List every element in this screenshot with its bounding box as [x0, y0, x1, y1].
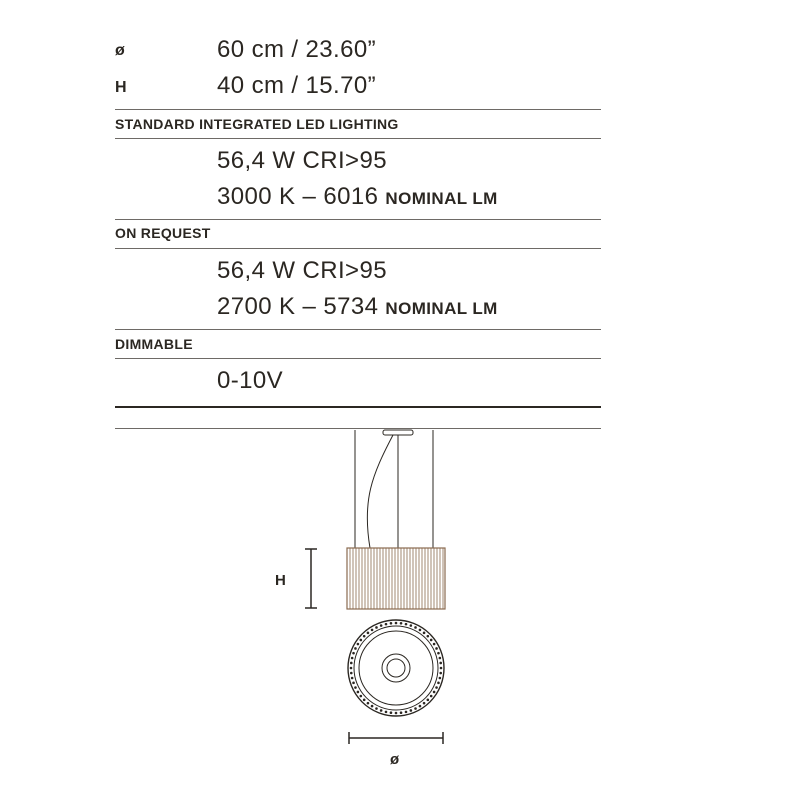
top-view-perforation [367, 632, 370, 635]
top-view-perforation [350, 667, 353, 670]
standard-power: 56,4 W CRI>95 [217, 147, 387, 174]
top-view-perforation [430, 639, 433, 642]
on-request-lumen-unit: NOMINAL LM [385, 299, 498, 318]
top-view-perforation [439, 662, 442, 665]
top-view-perforation [427, 699, 430, 702]
diameter-dimension [349, 732, 443, 768]
top-view-perforation [437, 652, 440, 655]
height-dimension [275, 549, 317, 608]
top-view-perforation [400, 711, 403, 714]
dimmable-heading: DIMMABLE [115, 336, 193, 352]
on-request-heading: ON REQUEST [115, 225, 211, 241]
top-view-perforation [385, 711, 388, 714]
top-view-perforation [380, 709, 383, 712]
top-view-perforation [371, 705, 374, 708]
on-request-temp-lumen-value: 2700 K – 5734 [217, 293, 379, 320]
standard-temp-lumen-value: 3000 K – 6016 [217, 183, 379, 210]
top-view-perforation [439, 677, 442, 680]
top-view-perforation [351, 677, 354, 680]
top-view-perforation [439, 657, 442, 660]
lamp-shade-side [347, 548, 445, 609]
diameter-value: 60 cm / 23.60” [217, 36, 377, 63]
top-view-center-disc [387, 659, 405, 677]
top-view-perforation [440, 667, 443, 670]
standard-lumen-unit: NOMINAL LM [385, 189, 498, 208]
top-view-perforation [357, 691, 360, 694]
top-view-perforation [437, 682, 440, 685]
top-view-perforation [360, 695, 363, 698]
top-view-perforation [350, 672, 353, 675]
top-view-perforation [395, 622, 398, 625]
top-view-perforation [400, 622, 403, 625]
top-view-perforation [350, 662, 353, 665]
top-view-perforation [410, 624, 413, 627]
top-view-perforation [427, 635, 430, 638]
top-view-perforation [419, 629, 422, 632]
power-cord [367, 435, 393, 548]
top-view-perforation [423, 632, 426, 635]
top-view-perforation [371, 629, 374, 632]
top-view-perforation [414, 707, 417, 710]
top-view-perforation [352, 652, 355, 655]
top-view-perforation [433, 691, 436, 694]
top-view-perforation [390, 711, 393, 714]
height-dimension-label: H [275, 572, 286, 589]
top-view-perforation [367, 702, 370, 705]
top-view-perforation [423, 702, 426, 705]
on-request-power: 56,4 W CRI>95 [217, 257, 387, 284]
top-view-perforation [405, 711, 408, 714]
top-view-perforation [419, 705, 422, 708]
top-view-perforation [354, 647, 357, 650]
top-view-perforation [363, 635, 366, 638]
top-view-perforation [352, 682, 355, 685]
height-symbol: H [115, 79, 127, 96]
top-view-perforation [405, 623, 408, 626]
standard-heading: STANDARD INTEGRATED LED LIGHTING [115, 116, 399, 132]
top-view-perforation [435, 647, 438, 650]
top-view-perforation [435, 686, 438, 689]
lamp-top-view [348, 620, 444, 716]
top-view-perforation [375, 626, 378, 629]
top-view-perforation [375, 707, 378, 710]
top-view-perforation [380, 624, 383, 627]
top-view-perforation [410, 709, 413, 712]
top-view-perforation [354, 686, 357, 689]
top-view-perforation [430, 695, 433, 698]
ceiling-canopy [383, 430, 413, 435]
top-view-perforation [360, 639, 363, 642]
diameter-dimension-label: ø [390, 751, 400, 768]
height-value: 40 cm / 15.70” [217, 72, 377, 99]
top-view-perforation [414, 626, 417, 629]
top-view-perforation [357, 643, 360, 646]
top-view-perforation [351, 657, 354, 660]
top-view-perforation [439, 672, 442, 675]
top-view-perforation [363, 699, 366, 702]
dimmable-value: 0-10V [217, 367, 284, 394]
diameter-symbol: ø [115, 42, 126, 59]
top-view-perforation [395, 712, 398, 715]
top-view-perforation [433, 643, 436, 646]
top-view-perforation [385, 623, 388, 626]
top-view-perforation [390, 622, 393, 625]
